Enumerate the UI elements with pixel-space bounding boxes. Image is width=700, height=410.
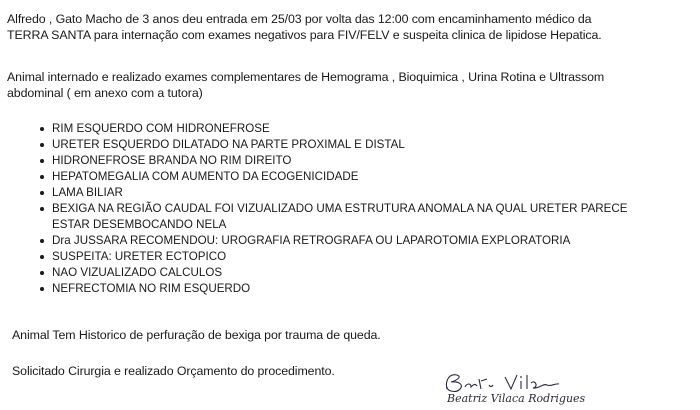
bullet-icon: [40, 271, 44, 275]
finding-text: HEPATOMEGALIA COM AUMENTO DA ECOGENICIDADE: [52, 170, 359, 183]
list-item: [40, 121, 680, 137]
intro-line-1: Alfredo , Gato Macho de 3 anos deu entrada em 25/03 por volta das 12:00 com encaminhamento médico da: [7, 12, 592, 26]
bullet-icon: [40, 287, 44, 291]
list-item: [40, 153, 680, 169]
list-item: [40, 201, 680, 233]
bullet-icon: [40, 207, 44, 211]
finding-text: Dra JUSSARA RECOMENDOU: UROGRAFIA RETROGRAFA OU LAPAROTOMIA EXPLORATORIA: [52, 234, 571, 247]
finding-text: RIM ESQUERDO COM HIDRONEFROSE: [52, 122, 270, 135]
history-paragraph: Animal Tem Historico de perfuração de bexiga por trauma de queda.: [12, 328, 381, 342]
finding-text: HIDRONEFROSE BRANDA NO RIM DIREITO: [52, 154, 292, 167]
exams-line-2: abdominal ( em anexo com a tutora): [7, 86, 203, 100]
bullet-icon: [40, 175, 44, 179]
finding-text: NEFRECTOMIA NO RIM ESQUERDO: [52, 282, 251, 295]
signature-name: Beatriz Vilaca Rodrigues: [447, 392, 586, 405]
bullet-icon: [40, 143, 44, 147]
finding-text: LAMA BILIAR: [52, 186, 123, 199]
list-item: [40, 265, 680, 281]
exams-line-1: Animal internado e realizado exames complementares de Hemograma , Bioquimica , Urina Rotina e Ultrassom: [7, 70, 605, 84]
findings-list: [40, 121, 680, 297]
exams-paragraph: [7, 69, 697, 101]
finding-text: BEXIGA NA REGIÃO CAUDAL FOI VIZUALIZADO UMA ESTRUTURA ANOMALA NA QUAL URETER PARECE: [52, 202, 628, 215]
signature: [435, 369, 635, 410]
intro-paragraph: [7, 11, 697, 43]
list-item: [40, 281, 680, 297]
list-item: [40, 233, 680, 249]
bullet-icon: [40, 239, 44, 243]
list-item: [40, 249, 680, 265]
bullet-icon: [40, 159, 44, 163]
finding-text-continued: ESTAR DESEMBOCANDO NELA: [52, 218, 227, 231]
bullet-icon: [40, 191, 44, 195]
list-item: [40, 169, 680, 185]
bullet-icon: [40, 127, 44, 131]
request-paragraph: Solicitado Cirurgia e realizado Orçamento do procedimento.: [12, 364, 335, 378]
finding-text: NAO VIZUALIZADO CALCULOS: [52, 266, 223, 279]
finding-text: URETER ESQUERDO DILATADO NA PARTE PROXIMAL E DISTAL: [52, 138, 405, 151]
finding-text: SUSPEITA: URETER ECTOPICO: [52, 250, 227, 263]
bullet-icon: [40, 255, 44, 259]
list-item: [40, 137, 680, 153]
intro-line-2: TERRA SANTA para internação com exames negativos para FIV/FELV e suspeita clinica de lipidose Hepatica.: [7, 28, 602, 42]
list-item: [40, 185, 680, 201]
